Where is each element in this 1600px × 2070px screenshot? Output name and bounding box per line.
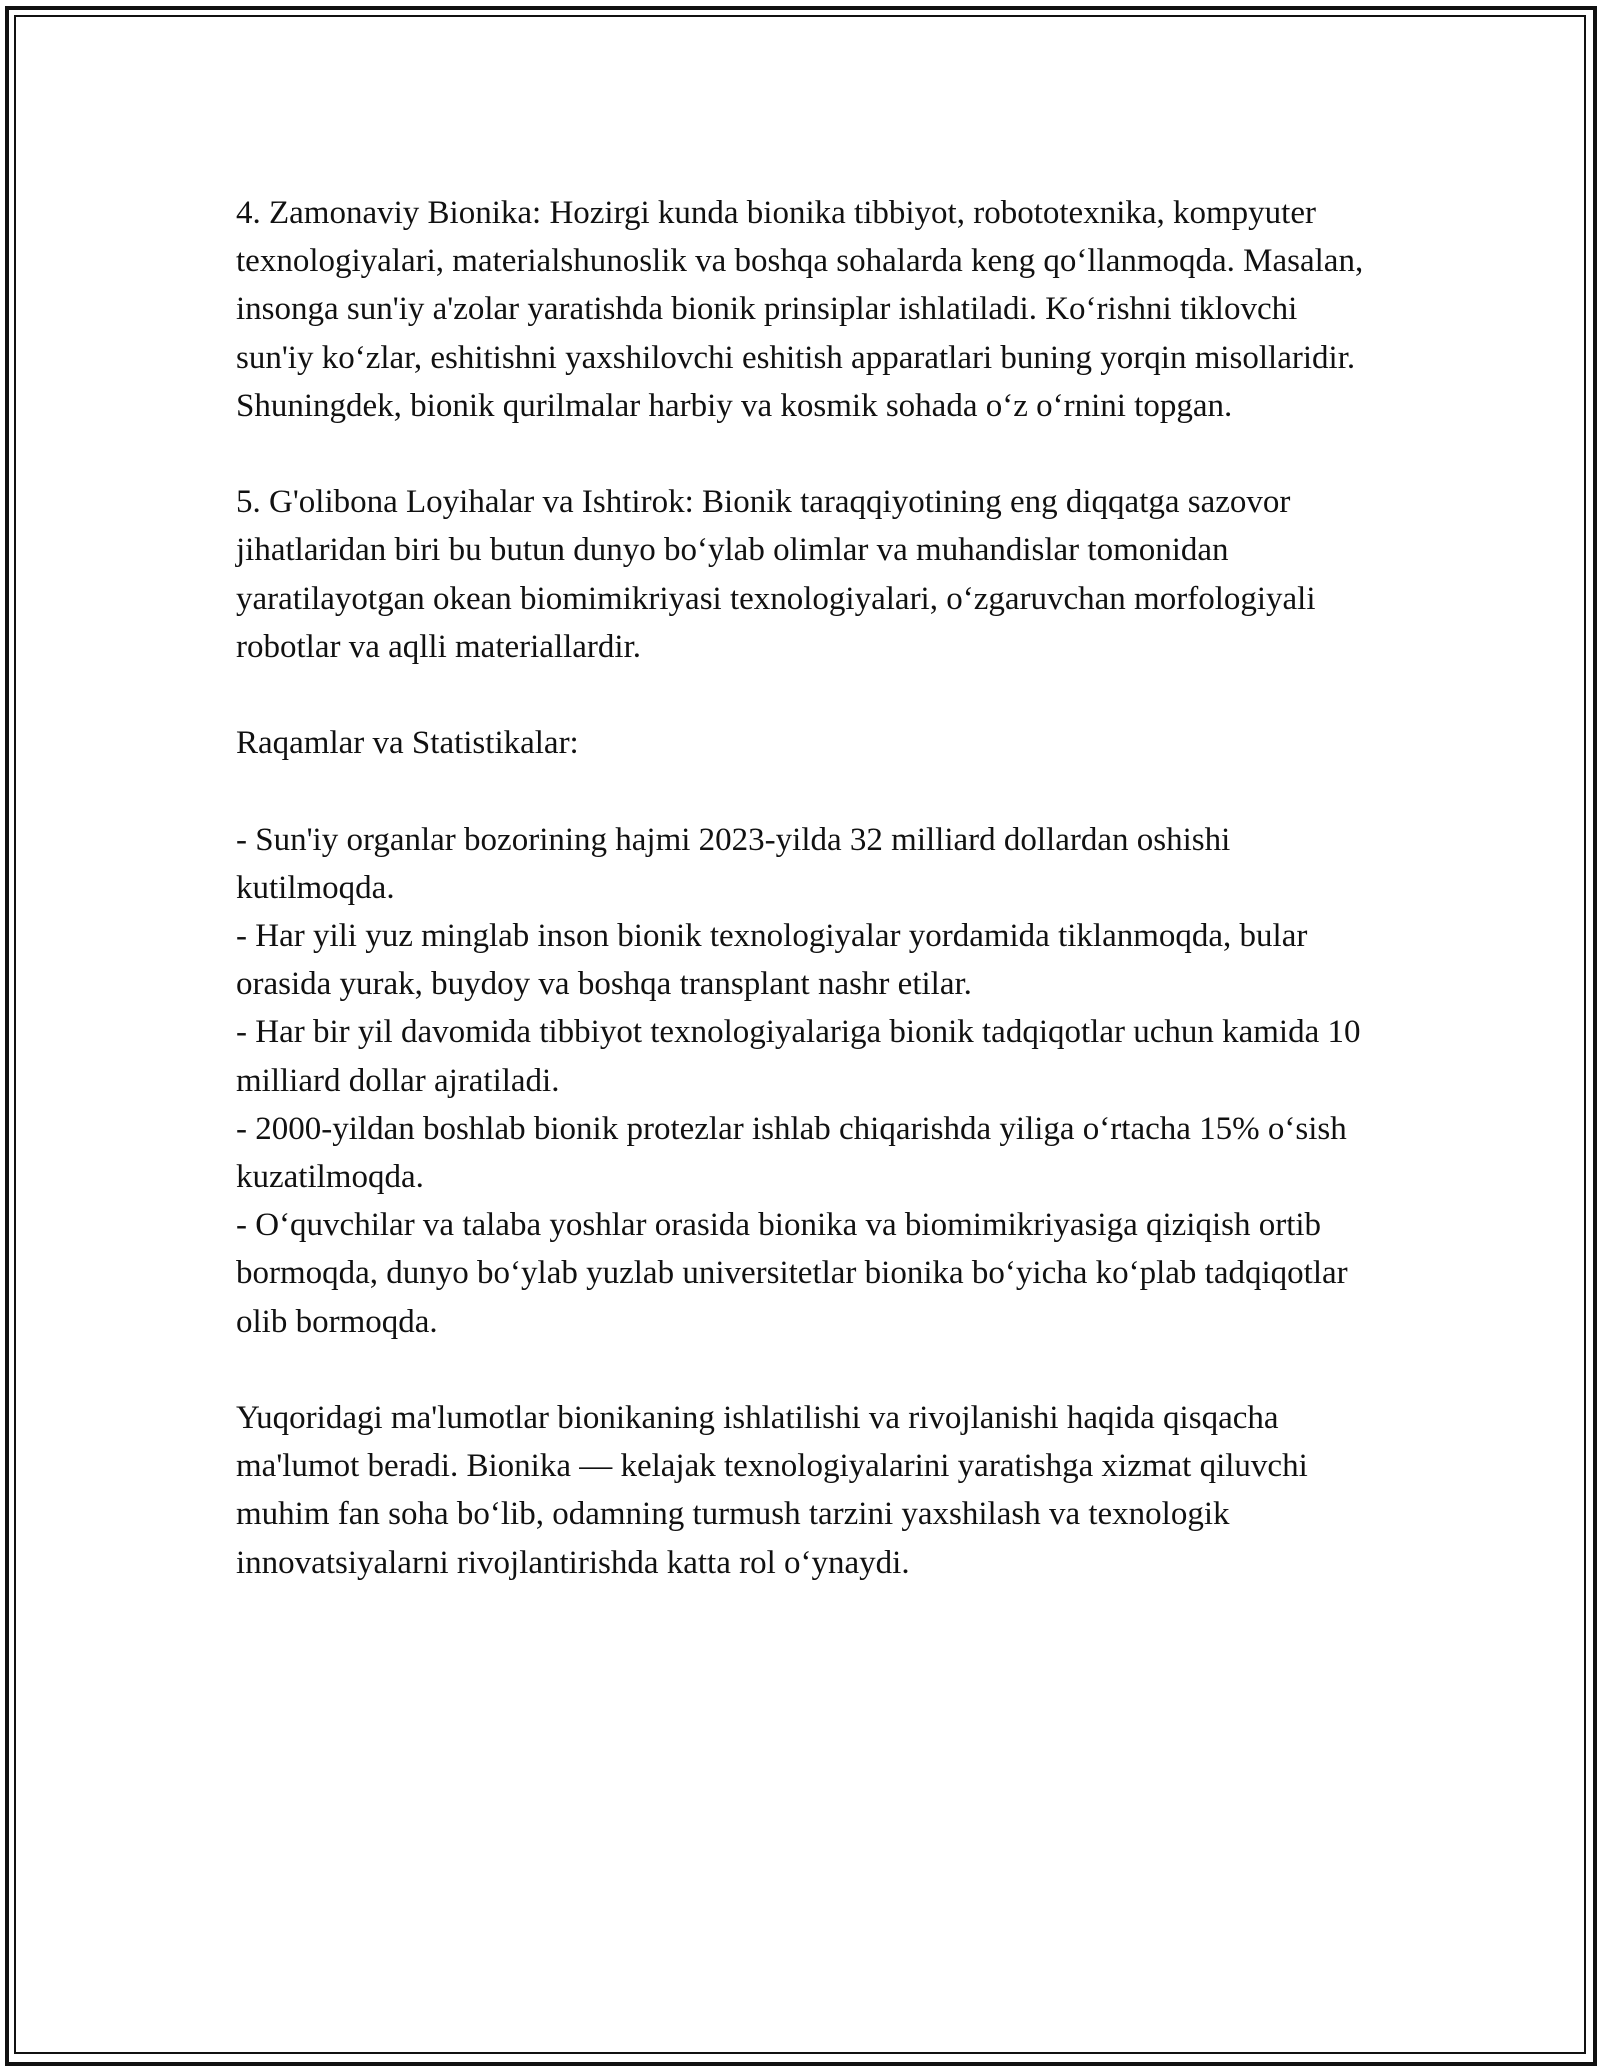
document-body [236, 189, 1376, 1587]
paragraph-winning-projects: 5. G'olibona Loyihalar va Ishtirok: Bionik taraqqiyotining eng diqqatga sazovor jihatlaridan biri bu butun dunyo bo‘ylab olimlar va muhandislar tomonidan yaratilayotgan okean biomimikriyasi texnologiyalari, o‘zgaruvchan morfologiyali robotlar va aqlli materiallardir. [236, 484, 1316, 665]
list-item: - Sun'iy organlar bozorining hajmi 2023-yilda 32 milliard dollardan oshishi kutilmoqda. [236, 821, 1231, 906]
paragraph-modern-bionics: 4. Zamonaviy Bionika: Hozirgi kunda bionika tibbiyot, robototexnika, kompyuter texnologiyalari, materialshunoslik va boshqa sohalarda keng qo‘llanmoqda. Masalan, insonga sun'iy a'zolar yaratishda bionik prinsiplar ishlatiladi. Ko‘rishni tiklovchi sun'iy ko‘zlar, eshitishni yaxshilovchi eshitish apparatlari buning yorqin misollaridir. Shuningdek, bionik qurilmalar harbiy va kosmik sohada o‘z o‘rnini topgan. [236, 195, 1364, 424]
stats-heading: Raqamlar va Statistikalar: [236, 725, 579, 762]
list-item: - Har yili yuz minglab inson bionik texnologiyalar yordamida tiklanmoqda, bular orasida yurak, buydoy va boshqa transplant nashr etilar. [236, 918, 1308, 1003]
stats-list [236, 816, 1376, 1346]
list-item: - 2000-yildan boshlab bionik protezlar ishlab chiqarishda yiliga o‘rtacha 15% o‘sish kuzatilmoqda. [236, 1110, 1347, 1196]
list-item: - O‘quvchilar va talaba yoshlar orasida bionika va biomimikriyasiga qiziqish ortib bormoqda, dunyo bo‘ylab yuzlab universitetlar bionika bo‘yicha ko‘plab tadqiqotlar olib bormoqda. [236, 1207, 1348, 1340]
paragraph-conclusion: Yuqoridagi ma'lumotlar bionikaning ishlatilishi va rivojlanishi haqida qisqacha ma'lumot beradi. Bionika — kelajak texnologiyalarini yaratishga xizmat qiluvchi muhim fan soha bo‘lib, odamning turmush tarzini yaxshilash va texnologik innovatsiyalarni rivojlantirishda katta rol o‘ynaydi. [236, 1400, 1308, 1581]
list-item: - Har bir yil davomida tibbiyot texnologiyalariga bionik tadqiqotlar uchun kamida 10 milliard dollar ajratiladi. [236, 1014, 1361, 1099]
